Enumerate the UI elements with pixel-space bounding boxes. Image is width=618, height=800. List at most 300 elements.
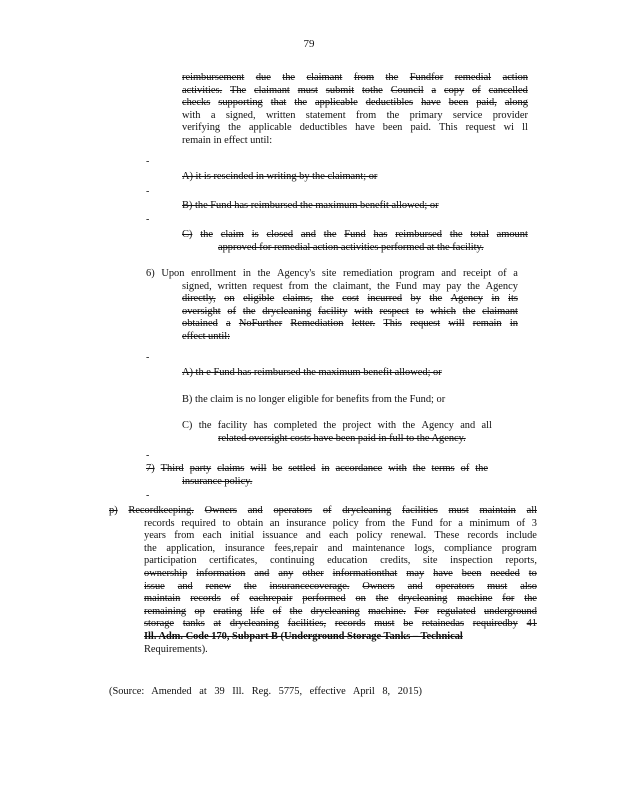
word: paid. bbox=[410, 122, 431, 134]
word: obtain bbox=[237, 517, 264, 529]
word: must bbox=[374, 618, 395, 630]
word: program bbox=[501, 542, 537, 554]
word: will bbox=[250, 463, 267, 474]
text-line: approved for remedial action activities performed at the facility. bbox=[218, 241, 484, 253]
word: completed bbox=[273, 420, 318, 431]
word: years bbox=[144, 530, 166, 542]
word: submit bbox=[325, 84, 355, 96]
word: of bbox=[460, 463, 470, 474]
word: and bbox=[254, 567, 270, 579]
item-6b: B) the claim is no longer eligible for benefits from the Fund; or bbox=[182, 394, 446, 405]
word: pay bbox=[446, 280, 462, 292]
word: all bbox=[526, 505, 537, 516]
word: reimbursement bbox=[182, 72, 245, 83]
word: Recordkeeping. bbox=[128, 505, 194, 516]
word: with bbox=[182, 109, 201, 121]
margin-dash: - bbox=[146, 490, 150, 501]
word: Upon bbox=[161, 268, 185, 279]
word: any bbox=[278, 567, 294, 579]
word: of bbox=[472, 84, 481, 96]
text-line: remain in effect until: bbox=[182, 134, 273, 146]
word: be bbox=[403, 618, 414, 630]
text-line bbox=[144, 581, 537, 594]
word: Fund bbox=[411, 517, 433, 529]
word: and bbox=[327, 542, 343, 554]
word: requiredby bbox=[472, 618, 518, 630]
word: eachrepair bbox=[249, 593, 293, 605]
word: Owners bbox=[204, 505, 237, 516]
word: site bbox=[423, 555, 438, 567]
word: storage bbox=[144, 618, 175, 630]
word: Fund bbox=[344, 229, 366, 240]
word: letter. bbox=[351, 318, 376, 330]
text-line bbox=[144, 543, 537, 556]
word: must bbox=[448, 505, 469, 516]
word: at bbox=[213, 618, 222, 630]
word: reports, bbox=[505, 555, 537, 567]
word: Third bbox=[160, 463, 184, 474]
word: have bbox=[421, 97, 441, 109]
word: each bbox=[329, 530, 349, 542]
word: action bbox=[502, 72, 528, 83]
word: claimant bbox=[482, 305, 518, 317]
word: to bbox=[415, 305, 424, 317]
word: 7) bbox=[146, 463, 155, 474]
word: and bbox=[177, 580, 193, 592]
word: be bbox=[272, 463, 283, 474]
text-line: effect until: bbox=[182, 330, 230, 342]
word: deductibles bbox=[299, 122, 348, 134]
margin-dash: - bbox=[146, 352, 150, 363]
word: Fund bbox=[395, 280, 417, 292]
word: with bbox=[354, 305, 373, 317]
text-line bbox=[144, 606, 537, 619]
item-6a: A) th e Fund has reimbursed the maximum benefit allowed; or bbox=[182, 367, 442, 378]
word: and bbox=[247, 505, 263, 516]
word: eligible bbox=[243, 293, 275, 305]
word: credits, bbox=[380, 555, 411, 567]
word: to bbox=[528, 567, 537, 579]
word: the bbox=[200, 229, 213, 240]
word: records bbox=[334, 618, 366, 630]
word: with bbox=[377, 420, 397, 431]
word: the bbox=[282, 72, 296, 83]
word: a bbox=[513, 268, 518, 279]
word: primary bbox=[409, 109, 443, 121]
word: applicable bbox=[315, 97, 358, 109]
word: each bbox=[202, 530, 222, 542]
word: the bbox=[243, 580, 257, 592]
text-line bbox=[144, 530, 537, 543]
word: closed bbox=[266, 229, 294, 240]
word: Owners bbox=[362, 580, 395, 592]
word: a bbox=[226, 318, 231, 330]
word: insurance bbox=[286, 517, 327, 529]
reimbursement-paragraph bbox=[182, 72, 528, 148]
word: a bbox=[210, 109, 216, 121]
word: obtained bbox=[182, 318, 218, 330]
word: 6) bbox=[146, 268, 155, 279]
word: records bbox=[190, 593, 221, 605]
word: and bbox=[460, 420, 476, 431]
word: Agency bbox=[421, 420, 454, 431]
word: machine. bbox=[368, 605, 406, 617]
word: must bbox=[487, 580, 508, 592]
word: tanks bbox=[182, 618, 205, 630]
word: remedial bbox=[454, 72, 492, 83]
word: include bbox=[506, 530, 537, 542]
word: its bbox=[508, 293, 518, 305]
word: machine bbox=[457, 593, 493, 605]
word: request bbox=[465, 122, 496, 134]
word: for bbox=[502, 593, 515, 605]
margin-dash: - bbox=[146, 450, 150, 461]
word: 41 bbox=[526, 618, 537, 630]
word: required bbox=[181, 517, 216, 529]
word: insurancecoverage. bbox=[269, 580, 350, 592]
word: signed, bbox=[182, 280, 212, 292]
item-b: B) the Fund has reimbursed the maximum benefit allowed; or bbox=[182, 200, 439, 211]
word: will bbox=[448, 318, 465, 330]
word: Remediation bbox=[290, 318, 344, 330]
text-line: related oversight costs have been paid in full to the Agency. bbox=[218, 432, 466, 444]
text-line bbox=[182, 97, 528, 110]
word: renewal. bbox=[390, 530, 427, 542]
word: ll bbox=[522, 122, 528, 134]
word: remediation bbox=[343, 268, 393, 279]
word: amount bbox=[496, 229, 528, 240]
word: drycleaning bbox=[262, 305, 312, 317]
text-line bbox=[182, 229, 528, 242]
word: initial bbox=[229, 530, 255, 542]
word: have bbox=[433, 567, 453, 579]
word: to bbox=[222, 517, 231, 529]
text-line: Requirements). bbox=[144, 643, 208, 655]
word: the bbox=[314, 280, 328, 292]
word: which bbox=[430, 305, 456, 317]
word: operators bbox=[273, 505, 313, 516]
word: from bbox=[288, 280, 309, 292]
word: the bbox=[144, 542, 157, 554]
word: remain bbox=[472, 318, 502, 330]
word: enrollment bbox=[191, 268, 237, 279]
word: participation bbox=[144, 555, 197, 567]
word: from bbox=[174, 530, 195, 542]
word: settled bbox=[288, 463, 316, 474]
word: operators bbox=[435, 580, 475, 592]
text-line bbox=[144, 555, 537, 568]
word: Agency bbox=[450, 293, 483, 305]
word: the bbox=[429, 293, 443, 305]
word: information bbox=[196, 567, 246, 579]
word: accordance bbox=[335, 463, 383, 474]
margin-dash: - bbox=[146, 186, 150, 197]
word: ownership bbox=[144, 567, 188, 579]
word: in bbox=[321, 463, 330, 474]
word: deductibles bbox=[365, 97, 414, 109]
item-6 bbox=[146, 268, 518, 344]
word: underground bbox=[483, 605, 537, 617]
word: may bbox=[422, 280, 441, 292]
word: This bbox=[383, 318, 402, 330]
word: issue bbox=[144, 580, 165, 592]
word: due bbox=[255, 72, 271, 83]
word: claim bbox=[220, 229, 244, 240]
word: For bbox=[414, 605, 429, 617]
word: the bbox=[198, 420, 212, 431]
word: reimbursed bbox=[395, 229, 442, 240]
word: the bbox=[385, 72, 399, 83]
word: has bbox=[253, 420, 268, 431]
word: of bbox=[227, 305, 237, 317]
text-line bbox=[109, 505, 537, 518]
text-line bbox=[182, 293, 518, 306]
text-line bbox=[182, 318, 518, 331]
word: and bbox=[441, 268, 457, 279]
word: from bbox=[355, 109, 377, 121]
word: must bbox=[297, 84, 318, 96]
word: been bbox=[461, 567, 482, 579]
word: retainedas bbox=[421, 618, 464, 630]
word: program bbox=[399, 268, 435, 279]
word: the bbox=[462, 305, 476, 317]
word: claims, bbox=[282, 293, 313, 305]
word: for bbox=[439, 517, 452, 529]
word: Agency bbox=[485, 280, 518, 292]
word: wi bbox=[503, 122, 515, 134]
word: service bbox=[452, 109, 483, 121]
word: application, bbox=[166, 542, 216, 554]
word: records bbox=[144, 517, 175, 529]
word: Fundfor bbox=[409, 72, 444, 83]
word: minimum bbox=[469, 517, 510, 529]
word: Council bbox=[390, 84, 424, 96]
word: the bbox=[467, 280, 480, 292]
word: party bbox=[189, 463, 212, 474]
word: the bbox=[449, 229, 463, 240]
text-line bbox=[182, 420, 492, 433]
word: checks bbox=[182, 97, 211, 109]
word: on bbox=[355, 593, 366, 605]
word: C) bbox=[182, 229, 193, 240]
word: informationthat bbox=[332, 567, 398, 579]
page-number: 79 bbox=[303, 38, 315, 50]
word: on bbox=[224, 293, 235, 305]
word: request bbox=[252, 280, 283, 292]
word: has bbox=[373, 229, 388, 240]
word: tothe bbox=[362, 84, 383, 96]
word: paid, bbox=[476, 97, 497, 109]
word: op bbox=[194, 605, 205, 617]
word: a bbox=[458, 517, 463, 529]
word: the bbox=[375, 593, 389, 605]
word: erating bbox=[213, 605, 243, 617]
word: is bbox=[251, 229, 259, 240]
word: drycleaning bbox=[398, 593, 448, 605]
word: the bbox=[242, 305, 256, 317]
source-note: (Source: Amended at 39 Ill. Reg. 5775, effective April 8, 2015) bbox=[109, 686, 422, 697]
word: receipt bbox=[462, 268, 492, 279]
text-line bbox=[182, 85, 528, 98]
text-line bbox=[182, 122, 528, 135]
word: issuance bbox=[262, 530, 298, 542]
word: the bbox=[386, 109, 400, 121]
word: logs, bbox=[414, 542, 435, 554]
word: continuing bbox=[269, 555, 315, 567]
word: needed bbox=[490, 567, 520, 579]
word: life bbox=[250, 605, 265, 617]
word: fees,repair bbox=[274, 542, 318, 554]
word: terms bbox=[431, 463, 455, 474]
word: of bbox=[322, 505, 332, 516]
word: the bbox=[228, 122, 241, 134]
word: a bbox=[431, 84, 437, 96]
item-c bbox=[182, 229, 528, 254]
word: activities. bbox=[182, 84, 223, 96]
word: the bbox=[294, 97, 308, 109]
word: in bbox=[509, 318, 518, 330]
word: incurred bbox=[367, 293, 403, 305]
word: the bbox=[475, 463, 488, 474]
text-line bbox=[144, 593, 537, 606]
word: the bbox=[392, 517, 405, 529]
word: supporting bbox=[218, 97, 263, 109]
word: drycleaning bbox=[229, 618, 279, 630]
word: have bbox=[355, 122, 375, 134]
item-a: A) it is rescinded in writing by the claimant; or bbox=[182, 171, 378, 182]
word: policy bbox=[356, 530, 383, 542]
text-line bbox=[144, 568, 537, 581]
word: also bbox=[520, 580, 537, 592]
word: from bbox=[365, 517, 386, 529]
word: all bbox=[481, 420, 492, 431]
word: and bbox=[305, 530, 321, 542]
word: inspection bbox=[450, 555, 493, 567]
word: drycleaning bbox=[310, 605, 360, 617]
text-line bbox=[182, 281, 518, 294]
word: an bbox=[269, 517, 280, 529]
word: respect bbox=[379, 305, 409, 317]
word: signed, bbox=[225, 109, 256, 121]
word: the bbox=[412, 463, 426, 474]
word: compliance bbox=[444, 542, 492, 554]
item-p-recordkeeping bbox=[109, 505, 537, 656]
word: 3 bbox=[531, 517, 537, 529]
word: request bbox=[410, 318, 441, 330]
word: along bbox=[504, 97, 528, 109]
word: oversight bbox=[182, 305, 221, 317]
item-7 bbox=[146, 463, 488, 488]
word: written bbox=[217, 280, 247, 292]
word: remaining bbox=[144, 605, 187, 617]
word: total bbox=[470, 229, 489, 240]
word: the bbox=[323, 229, 337, 240]
text-line bbox=[182, 72, 528, 85]
word: of bbox=[497, 268, 507, 279]
text-line: insurance policy. bbox=[182, 475, 253, 487]
text-line bbox=[146, 268, 518, 281]
word: and bbox=[407, 580, 423, 592]
text-line bbox=[146, 463, 488, 476]
word: with bbox=[388, 463, 407, 474]
item-6c bbox=[182, 420, 492, 445]
word: been bbox=[382, 122, 403, 134]
word: maintain bbox=[479, 505, 516, 516]
word: claimant, bbox=[332, 280, 372, 292]
word: claims bbox=[217, 463, 245, 474]
word: from bbox=[353, 72, 375, 83]
word: the bbox=[377, 280, 390, 292]
word: renew bbox=[205, 580, 232, 592]
word: cost bbox=[342, 293, 359, 305]
word: regulated bbox=[436, 605, 476, 617]
word: the bbox=[524, 593, 537, 605]
word: facility bbox=[217, 420, 248, 431]
word: These bbox=[434, 530, 460, 542]
word: and bbox=[300, 229, 316, 240]
word: NoFurther bbox=[238, 318, 283, 330]
word: facilities, bbox=[287, 618, 327, 630]
word: of bbox=[516, 517, 526, 529]
word: site bbox=[321, 268, 337, 279]
word: cancelled bbox=[488, 84, 528, 96]
word: by bbox=[410, 293, 421, 305]
word: verifying bbox=[182, 122, 221, 134]
text-line bbox=[144, 618, 537, 631]
word: maintenance bbox=[352, 542, 405, 554]
word: project bbox=[342, 420, 372, 431]
word: the bbox=[323, 420, 337, 431]
word: the bbox=[289, 605, 303, 617]
word: records bbox=[467, 530, 499, 542]
word: in bbox=[242, 268, 251, 279]
word: the bbox=[320, 293, 334, 305]
word: This bbox=[439, 122, 458, 134]
word: of bbox=[272, 605, 282, 617]
word: The bbox=[230, 84, 247, 96]
word: claimant bbox=[254, 84, 290, 96]
margin-dash: - bbox=[146, 156, 150, 167]
word: the bbox=[257, 268, 271, 279]
word: drycleaning bbox=[342, 505, 392, 516]
word: education bbox=[327, 555, 368, 567]
text-line bbox=[144, 518, 537, 531]
text-line bbox=[182, 110, 528, 123]
word: Agency's bbox=[277, 268, 316, 279]
text-line bbox=[182, 306, 518, 319]
word: in bbox=[491, 293, 500, 305]
word: directly, bbox=[182, 293, 216, 305]
word: that bbox=[270, 97, 287, 109]
word: insurance bbox=[224, 542, 265, 554]
word: claimant bbox=[306, 72, 343, 83]
word: performed bbox=[302, 593, 346, 605]
word: the bbox=[402, 420, 416, 431]
word: provider bbox=[492, 109, 528, 121]
word: statement bbox=[305, 109, 346, 121]
word: other bbox=[302, 567, 324, 579]
word: certificates, bbox=[209, 555, 258, 567]
word: applicable bbox=[248, 122, 292, 134]
word: been bbox=[448, 97, 469, 109]
word: facility bbox=[318, 305, 348, 317]
text-line: Ill. Adm. Code 170, Subpart B (Underground Storage Tanks – Technical bbox=[144, 630, 463, 642]
word: p) bbox=[109, 505, 118, 516]
margin-dash: - bbox=[146, 214, 150, 225]
word: of bbox=[230, 593, 240, 605]
word: maintain bbox=[144, 593, 181, 605]
word: written bbox=[265, 109, 296, 121]
